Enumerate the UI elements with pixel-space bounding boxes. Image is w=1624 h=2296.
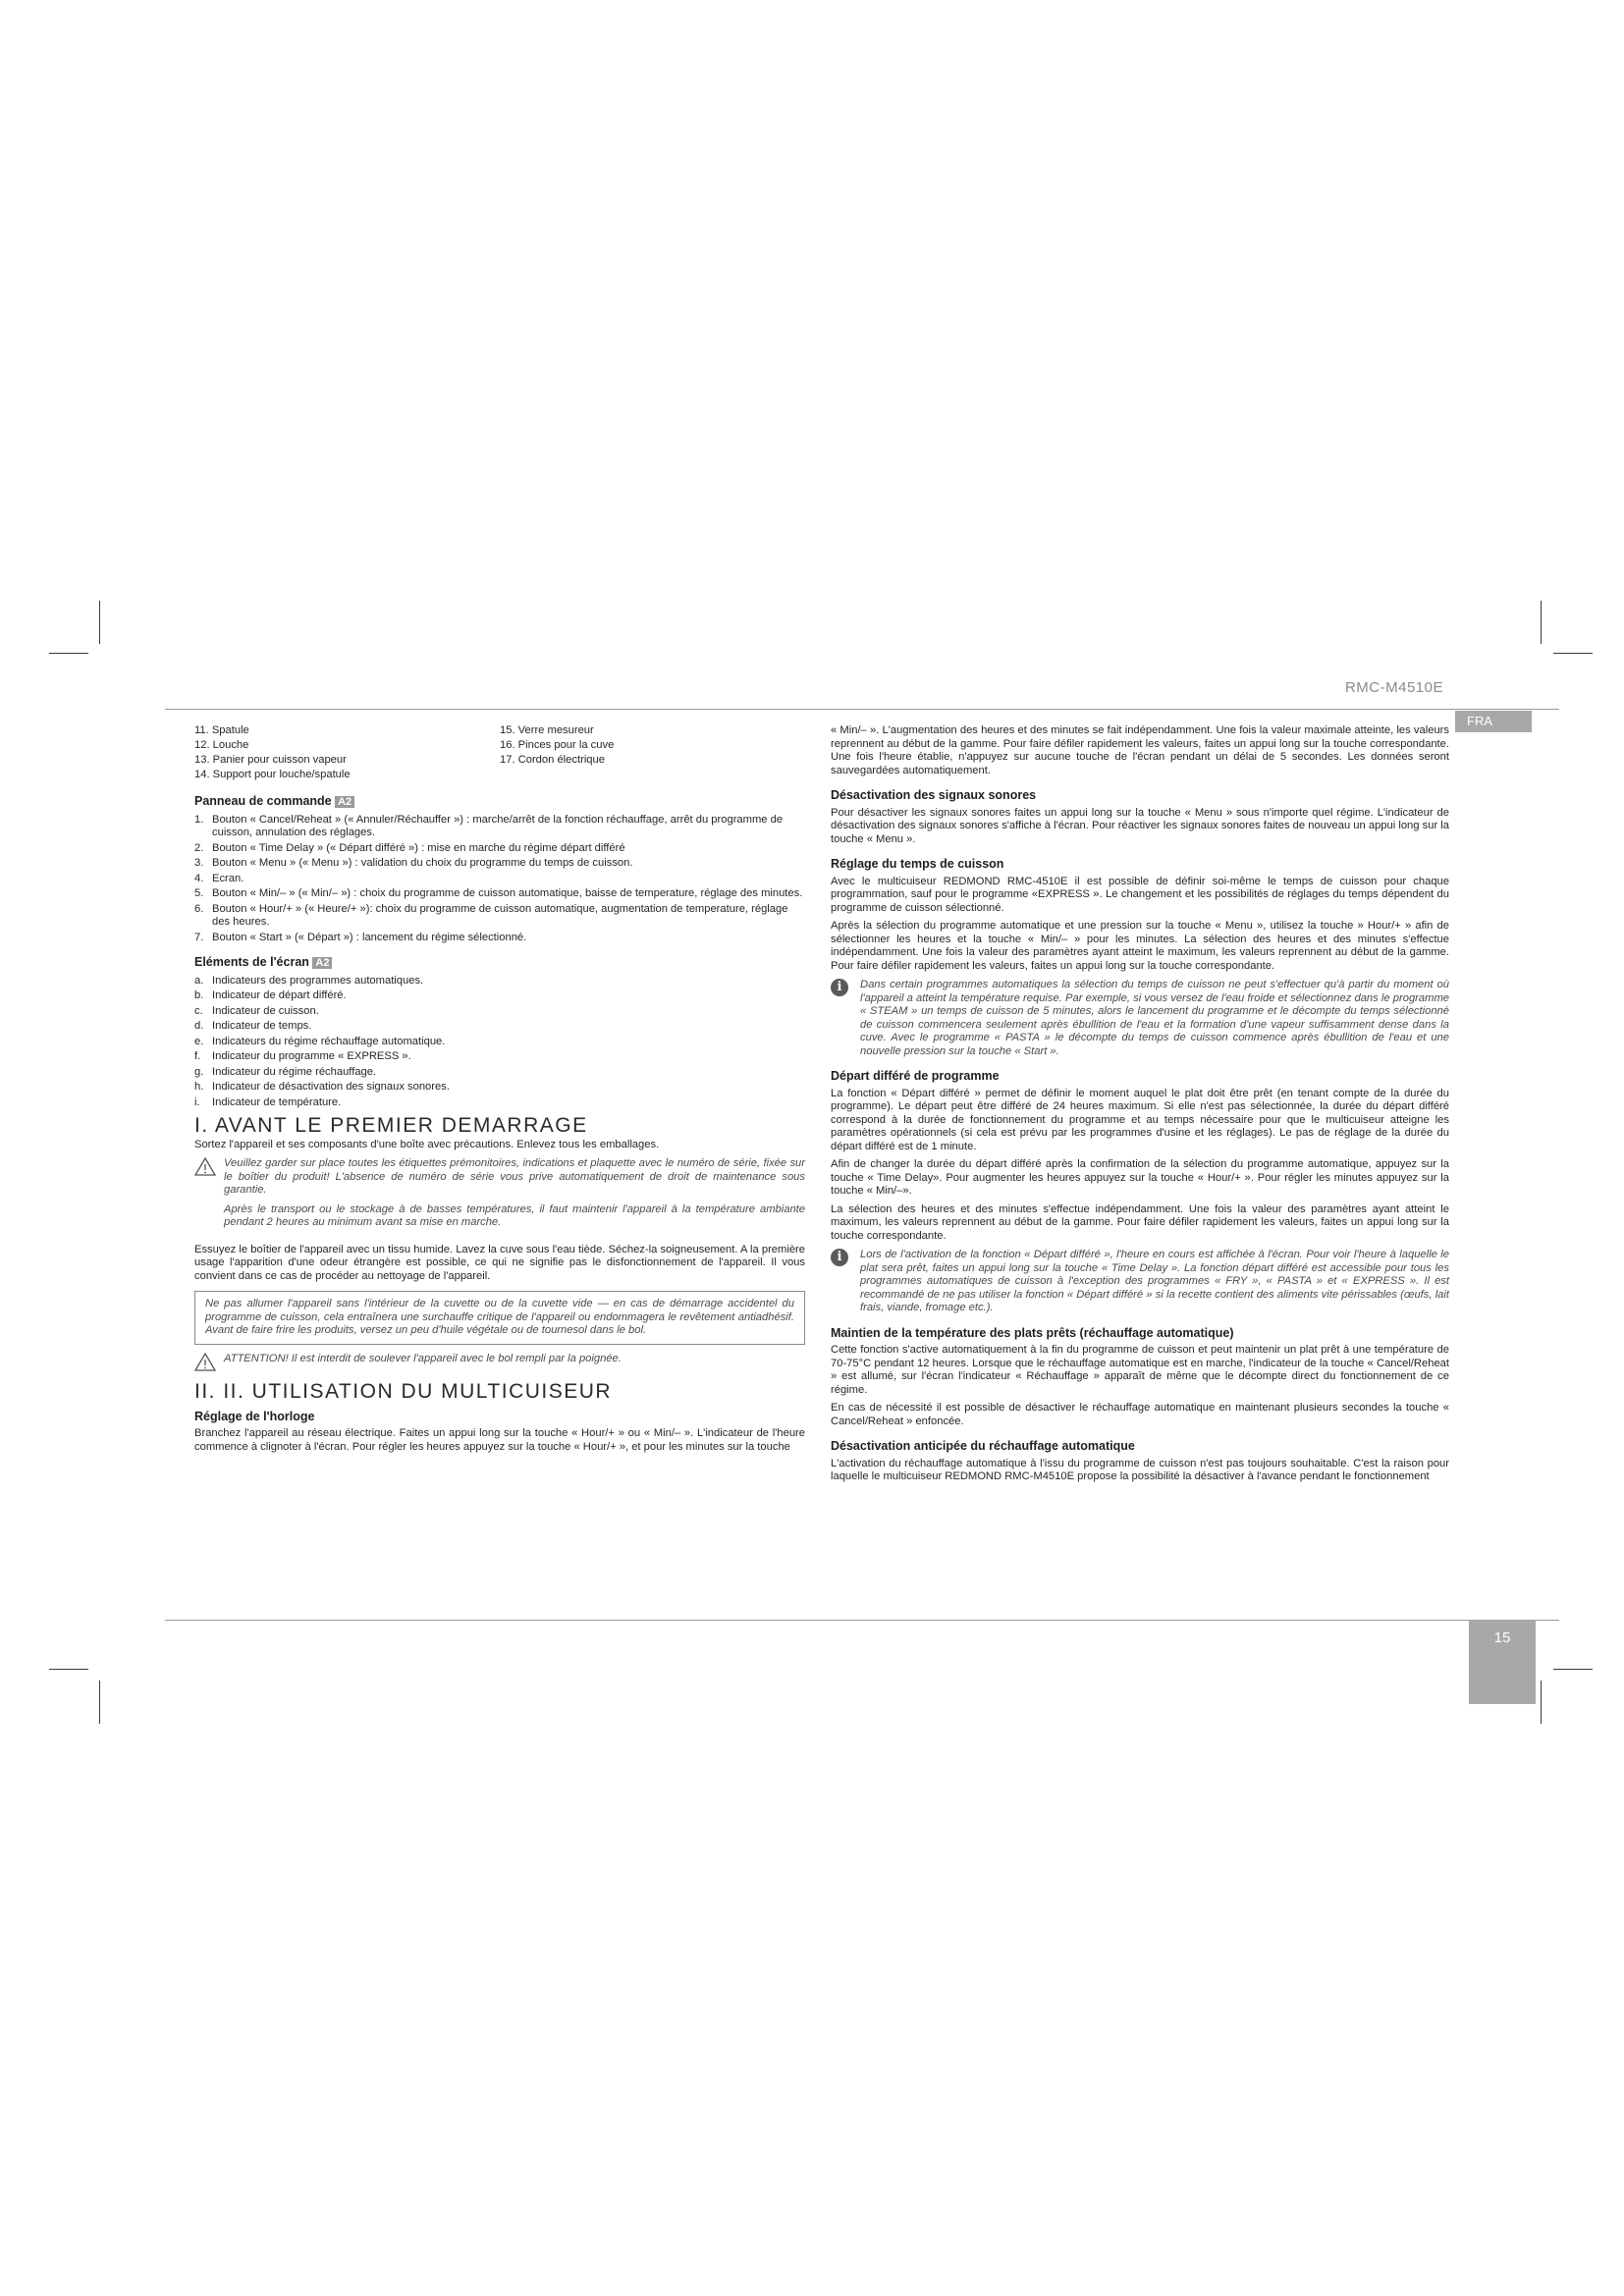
info-note (831, 979, 1449, 1058)
list-item: a. Indicateurs des programmes automatiques. (194, 974, 424, 987)
part-item: 14. Support pour louche/spatule (194, 769, 351, 780)
list-item: i. Indicateur de température. (194, 1095, 342, 1108)
info-icon: i (831, 979, 848, 996)
model-number: RMC-M4510E (1344, 679, 1443, 696)
list-item: 5. Bouton « Min/– » (« Min/– ») : choix du programme de cuisson automatique, baisse de temperature, réglage des minutes. (194, 887, 803, 899)
paragraph: La sélection des heures et des minutes s'effectue indépendamment. Une fois la valeur des paramètres ayant atteint le maximum, les valeurs reprennent au début de la gamme. Pour faire défiler rapidement les valeurs, faites un appui long sur la touche correspondante. (831, 1202, 1449, 1242)
list-item: c. Indicateur de cuisson. (194, 1004, 319, 1017)
crop-mark (1541, 1681, 1542, 1724)
footer-rule (165, 1620, 1559, 1621)
part-item: 13. Panier pour cuisson vapeur (194, 754, 347, 766)
paragraph: En cas de nécessité il est possible de désactiver le réchauffage automatique en maintenant plusieurs secondes la touche « Cancel/Reheat » enfoncée. (831, 1402, 1449, 1427)
list-item: 1. Bouton « Cancel/Reheat » (« Annuler/Réchauffer ») : marche/arrêt de la fonction réchauffage, arrêt du programme de cuisson, annulation des réglages. (194, 813, 784, 838)
screen-elements-heading: Eléments de l'écran A2 (194, 956, 805, 971)
paragraph: Avec le multicuiseur REDMOND RMC-4510E il est possible de définir soi-même le temps de cuisson pour chaque programmation, sauf pour le programme «EXPRESS ». Le changement et les possibilités de réglages du temps dépendent du programme de cuisson sélectionné. (831, 875, 1449, 914)
right-column (831, 724, 1449, 1489)
screen-elements-list (194, 975, 805, 1110)
control-panel-list (194, 814, 805, 945)
boxed-warning: Ne pas allumer l'appareil sans l'intérieur de la cuvette ou de la cuvette vide — en cas de démarrage accidentel du programme de cuisson, cela entraînera une surchauffe critique de l'appareil ou endommagera le revêtement antiadhésif. Avant de faire frire les produits, versez un peu d'huile végétale ou de tournesol dans le bol. (194, 1291, 805, 1345)
list-item: d. Indicateur de temps. (194, 1020, 312, 1032)
paragraph: Cette fonction s'active automatiquement à la fin du programme de cuisson et peut maintenir un plat prêt à une température de 70-75°C pendant 12 heures. Lorsque que le réchauffage automatique est en marche, l'indicateur de la touche « Cancel/Reheat » est allumé, sur l'écran l'indicateur « Réchauffage » apparaît de même que le décompte direct du fonctionnement de ce régime. (831, 1344, 1449, 1396)
parts-col-1 (194, 724, 500, 783)
subheading: Réglage de l'horloge (194, 1409, 315, 1423)
part-item: 15. Verre mesureur (500, 724, 594, 736)
part-item: 17. Cordon électrique (500, 754, 605, 766)
crop-mark (1553, 653, 1593, 654)
paragraph: Essuyez le boîtier de l'appareil avec un tissu humide. Lavez la cuve sous l'eau tiède. Séchez-la soigneusement. A la première usage l'apparition d'une odeur étrangère est possible, ce qui ne signifie pas le disfonctionnement de l'appareil. Il vous convient dans ce cas de procéder au nettoyage de l'appareil. (194, 1243, 805, 1282)
warning-triangle-icon (194, 1157, 224, 1236)
paragraph: Après la sélection du programme automatique et une pression sur la touche « Menu », utilisez la touche » Hour/+ » afin de sélectionner les heures et la touche « Min/– » pour les minutes. La sélection des heures et des minutes s'effectue indépendamment. Une fois la valeur des paramètres ayant atteint le maximum, les valeurs reprennent au début de la gamme. Pour faire défiler rapidement les valeurs, faites un appui long sur la touche correspondante. (831, 920, 1449, 972)
warning-text: ATTENTION! Il est interdit de soulever l'appareil avec le bol rempli par la poignée. (224, 1352, 622, 1364)
parts-col-2 (500, 724, 805, 783)
subheading: Maintien de la température des plats prêts (réchauffage automatique) (831, 1325, 1234, 1340)
crop-mark (99, 1681, 100, 1724)
subheading: Désactivation anticipée du réchauffage automatique (831, 1439, 1135, 1453)
warning-note (194, 1353, 805, 1376)
list-item: 4. Ecran. (194, 872, 244, 884)
list-item: b. Indicateur de départ différé. (194, 989, 347, 1001)
list-item: 3. Bouton « Menu » (« Menu ») : validation du choix du programme du temps de cuisson. (194, 857, 633, 869)
list-item: g. Indicateur du régime réchauffage. (194, 1065, 377, 1078)
left-column (194, 724, 805, 1459)
info-text: Lors de l'activation de la fonction « Départ différé », l'heure en cours est affichée à l'écran. Pour voir l'heure à laquelle le plat sera prêt, faites un appui long sur la touche « Time Delay ». La fonction départ différé est accessible pour tous les programmes automatiques de cuisson à l'exception des programmes « FRY », « PASTA » et « EXPRESS ». Il est recommandé de ne pas utiliser la fonction « Départ différé » si la recette contient des aliments vite périssables (œufs, lait frais, viande, fromage etc.). (860, 1249, 1449, 1313)
list-item: e. Indicateurs du régime réchauffage automatique. (194, 1035, 446, 1047)
list-item: f. Indicateur du programme « EXPRESS ». (194, 1050, 411, 1062)
subheading: Réglage du temps de cuisson (831, 857, 1004, 871)
paragraph: La fonction « Départ différé » permet de définir le moment auquel le plat doit être prêt (en tenant compte de la durée du programme). Le départ peut être différé de 24 heures maximum. Si elle n'est pas sélectionnée, la durée du départ différé correspond à la durée de fonctionnement du programme et au temps nécessaire pour que le multicuiseur atteigne les paramètres opérationnels (si cela est prévu par les programmes d'usine et les réglages). Le pas de réglage de la durée du départ différé est de 1 minute. (831, 1087, 1449, 1152)
warning-text: Veuillez garder sur place toutes les étiquettes prémonitoires, indications et plaquette avec le numéro de série, fixée sur le boîtier du produit! L'absence de numéro de série vous prive automatiquement de droit de maintenance sous garantie. Après le transport ou le stockage à de basses températures, il faut maintenir l'appareil à la température ambiante pendant 2 heures au minimum avant sa mise en marche. (224, 1157, 805, 1228)
crop-mark (49, 653, 88, 654)
warning-note (194, 1157, 805, 1236)
parts-list (194, 724, 805, 783)
paragraph: L'activation du réchauffage automatique à l'issu du programme de cuisson n'est pas toujours souhaitable. C'est la raison pour laquelle le multicuiseur REDMOND RMC-M4510E propose la possibilité la désactiver à l'avance pendant le fonctionnement (831, 1457, 1449, 1482)
part-item: 16. Pinces pour la cuve (500, 739, 615, 751)
paragraph: Afin de changer la durée du départ différé après la confirmation de la sélection du programme automatique, appuyez sur la touche « Time Delay». Pour augmenter les heures appuyez sur la touche « Hour/+ ». Pour régler les minutes appuyez sur la touche « Min/–». (831, 1158, 1449, 1197)
info-text: Dans certain programmes automatiques la sélection du temps de cuisson ne peut s'effectuer qu'à partir du moment où l'appareil a atteint la température requise. Par exemple, si vous versez de l'eau froide et sélectionnez dans le programme « STEAM » un temps de cuisson de 5 minutes, alors le lancement du programme et le décompte du temps sélectionné de cuisson commencera seulement après ébullition de l'eau et la formation d'une vapeur suffisamment dense dans la cuve. Avec le programme « PASTA » le décompte du temps de cuisson commence après ébullition de l'eau et une nouvelle pression sur la touche « Start ». (860, 979, 1449, 1057)
crop-mark (49, 1669, 88, 1670)
control-panel-heading: Panneau de commande A2 (194, 795, 805, 810)
list-item: 6. Bouton « Hour/+ » (« Heure/+ »): choix du programme de cuisson automatique, augmentation de temperature, réglage des heures. (194, 902, 788, 928)
figure-badge: A2 (312, 957, 332, 969)
page-number: 15 (1469, 1620, 1536, 1704)
section-title: I. AVANT LE PREMIER DEMARRAGE (194, 1114, 588, 1137)
info-icon: i (831, 1249, 848, 1266)
list-item: 7. Bouton « Start » (« Départ ») : lancement du régime sélectionné. (194, 931, 527, 943)
subheading: Désactivation des signaux sonores (831, 788, 1037, 802)
list-item: 2. Bouton « Time Delay » (« Départ différé ») : mise en marche du régime départ différé (194, 841, 625, 854)
info-note (831, 1249, 1449, 1315)
section-title: II. II. UTILISATION DU MULTICUISEUR (194, 1380, 613, 1403)
part-item: 12. Louche (194, 739, 249, 751)
language-tab: FRA (1455, 711, 1532, 732)
crop-mark (1541, 601, 1542, 644)
figure-badge: A2 (335, 796, 354, 808)
paragraph: Branchez l'appareil au réseau électrique. Faites un appui long sur la touche « Hour/+ » ou « Min/– ». L'indicateur de l'heure commence à clignoter à l'écran. Pour régler les heures appuyez sur la touche « Hour/+ », et pour les minutes sur la touche (194, 1427, 805, 1453)
paragraph: Pour désactiver les signaux sonores faites un appui long sur la touche « Menu » sous n'importe quel régime. L'indicateur de désactivation des signaux sonores s'affiche à l'écran. Pour réactiver les signaux sonores faites de nouveau un appui long sur la touche « Menu ». (831, 806, 1449, 845)
paragraph: « Min/– ». L'augmentation des heures et des minutes se fait indépendamment. Une fois la valeur maximale atteinte, les valeurs reprennent au début de la gamme. Pour faire défiler rapidement les valeurs, faites un appui long sur la touche correspondante. Une fois l'heure établie, n'appuyez sur aucune touche de l'écran pendant un délai de 5 secondes. Les données seront sauvegardées automatiquement. (831, 724, 1449, 776)
crop-mark (1553, 1669, 1593, 1670)
header-rule (165, 709, 1559, 710)
part-item: 11. Spatule (194, 724, 249, 736)
crop-mark (99, 601, 100, 644)
paragraph: Sortez l'appareil et ses composants d'une boîte avec précautions. Enlevez tous les emballages. (194, 1138, 660, 1150)
list-item: h. Indicateur de désactivation des signaux sonores. (194, 1081, 450, 1093)
warning-triangle-icon (194, 1353, 224, 1376)
subheading: Départ différé de programme (831, 1069, 1000, 1083)
